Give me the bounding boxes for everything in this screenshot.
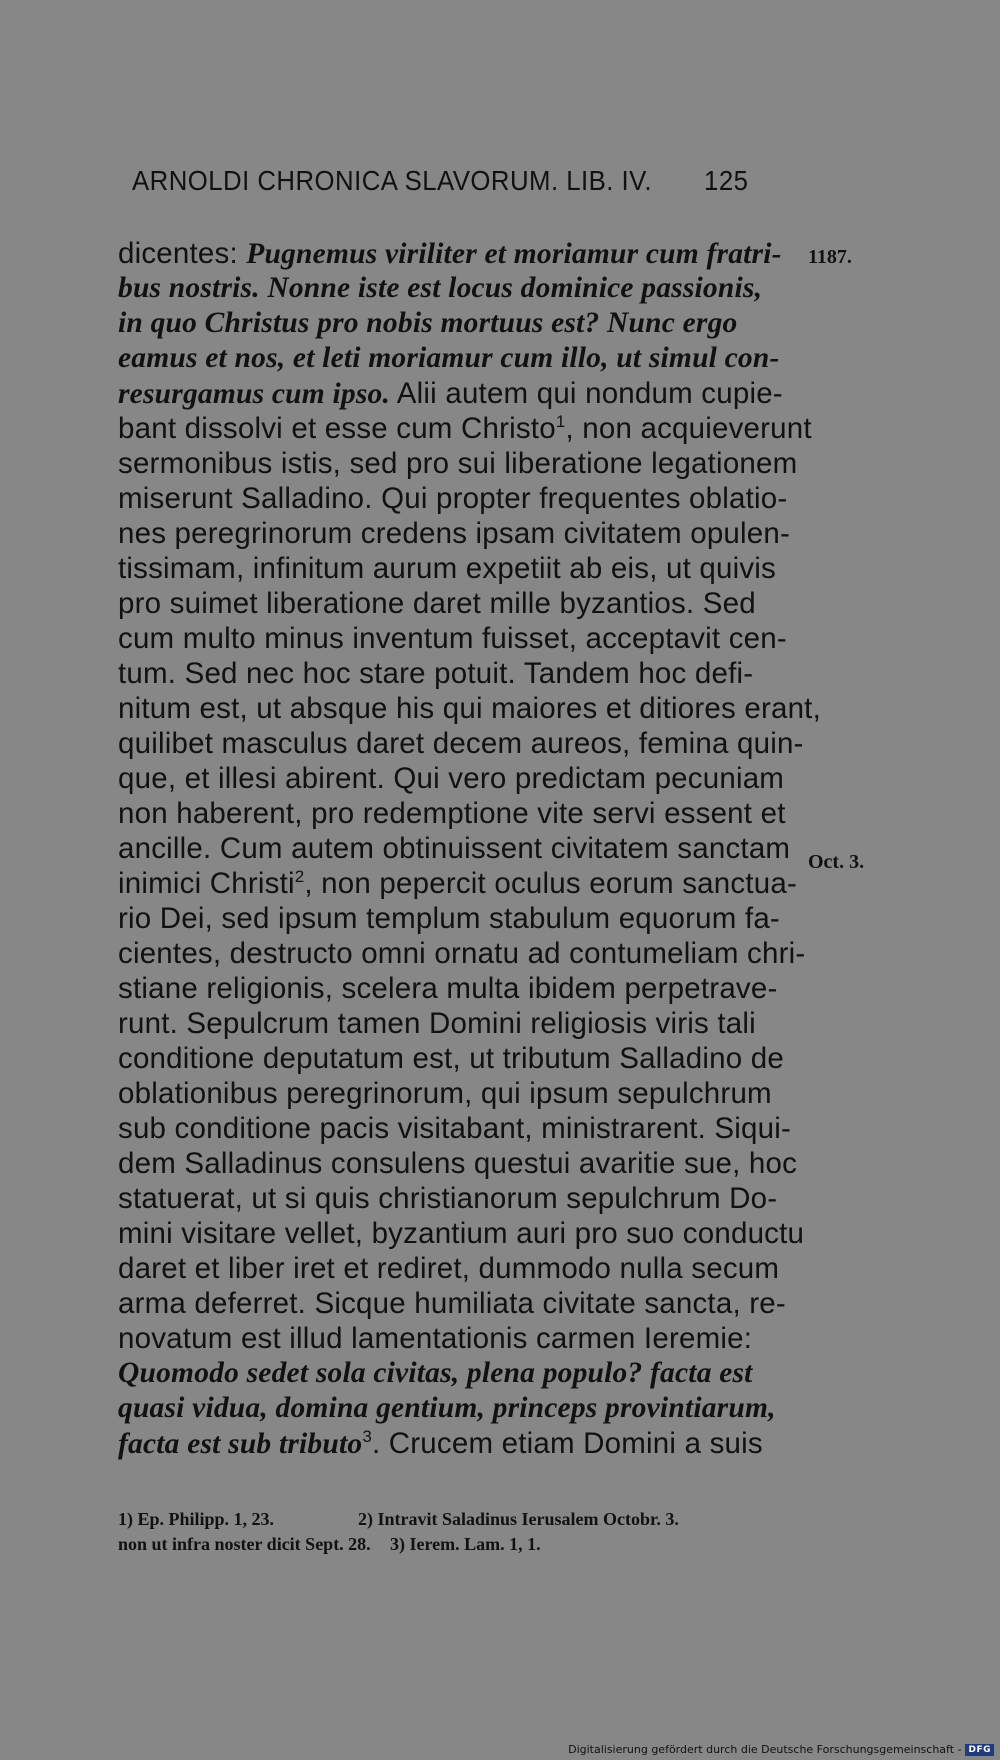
- running-title: ARNOLDI CHRONICA SLAVORUM. LIB. IV.: [132, 165, 652, 196]
- text-line: quasi vidua, domina gentium, princeps provintiarum,: [118, 1392, 776, 1424]
- footnotes: [118, 1507, 818, 1557]
- text-line: pro suimet liberatione daret mille byzantios. Sed: [118, 587, 756, 620]
- text-line: cientes, destructo omni ornatu ad contumeliam chri-: [118, 937, 806, 970]
- footnote-3: 3) Ierem. Lam. 1, 1.: [390, 1534, 541, 1554]
- text-line: inimici Christi$^2$, non pepercit oculus eorum sanctua-: [118, 867, 797, 900]
- text-line: nitum est, ut absque his qui maiores et ditiores erant,: [118, 692, 821, 725]
- text-line: statuerat, ut si quis christianorum sepulchrum Do-: [118, 1182, 778, 1215]
- text-line: daret et liber iret et rediret, dummodo nulla secum: [118, 1252, 780, 1285]
- text-line: mini visitare vellet, byzantium auri pro suo conductu: [118, 1217, 805, 1250]
- text-line: dem Salladinus consulens questui avaritie sue, hoc: [118, 1147, 798, 1180]
- footnote-ref: 1: [555, 412, 566, 431]
- text-line: conditione deputatum est, ut tributum Salladino de: [118, 1042, 784, 1075]
- text-line: que, et illesi abirent. Qui vero predictam pecuniam: [118, 762, 785, 795]
- running-head: [132, 165, 748, 197]
- text-line: sermonibus istis, sed pro sui liberatione legationem: [118, 447, 798, 480]
- dfg-logo: DFG: [965, 1744, 994, 1756]
- text-line: facta est sub tributo$^3$. Crucem etiam Domini a suis: [118, 1427, 763, 1460]
- footnote-line: [118, 1532, 818, 1557]
- text-line: quilibet masculus daret decem aureos, femina quin-: [118, 727, 804, 760]
- text-line: rio Dei, sed ipsum templum stabulum equorum fa-: [118, 902, 780, 935]
- text-line: in quo Christus pro nobis mortuus est? Nunc ergo: [118, 307, 738, 339]
- text-line: nes peregrinorum credens ipsam civitatem opulen-: [118, 517, 791, 550]
- credit-text: Digitalisierung gefördert durch die Deutsche Forschungsgemeinschaft -: [568, 1743, 962, 1756]
- text-line: tum. Sed nec hoc stare potuit. Tandem hoc defi-: [118, 657, 754, 690]
- text-line: stiane religionis, scelera multa ibidem perpetrave-: [118, 972, 778, 1005]
- footnote-line: [118, 1507, 818, 1532]
- margin-note-date: Oct. 3.: [808, 851, 865, 873]
- text-line: eamus et nos, et leti moriamur cum illo, ut simul con-: [118, 342, 780, 374]
- text-line: arma deferret. Sicque humiliata civitate sancta, re-: [118, 1287, 786, 1320]
- footnote-2-cont: non ut infra noster dicit Sept. 28.: [118, 1534, 371, 1554]
- text-line: dicentes: Pugnemus viriliter et moriamur cum fratri-: [118, 237, 782, 270]
- text-line: miserunt Salladino. Qui propter frequentes oblatio-: [118, 482, 788, 515]
- text-line: non haberent, pro redemptione vite servi essent et: [118, 797, 786, 830]
- text-line: runt. Sepulcrum tamen Domini religiosis viris tali: [118, 1007, 756, 1040]
- footnote-ref: 2: [294, 867, 305, 886]
- digitization-credit: [568, 1743, 994, 1756]
- margin-note-year: 1187.: [808, 246, 852, 268]
- text-line: cum multo minus inventum fuisset, acceptavit cen-: [118, 622, 787, 655]
- text-line: bus nostris. Nonne iste est locus dominice passionis,: [118, 272, 763, 304]
- text-line: resurgamus cum ipso. Alii autem qui nondum cupie-: [118, 377, 783, 410]
- footnote-ref: 3: [362, 1427, 372, 1446]
- footnote-2: 2) Intravit Saladinus Ierusalem Octobr. 3.: [358, 1509, 679, 1529]
- footnote-1: 1) Ep. Philipp. 1, 23.: [118, 1509, 275, 1529]
- text-line: Quomodo sedet sola civitas, plena populo? facta est: [118, 1357, 753, 1389]
- text-line: oblationibus peregrinorum, qui ipsum sepulchrum: [118, 1077, 772, 1110]
- text-line: sub conditione pacis visitabant, ministrarent. Siqui-: [118, 1112, 792, 1145]
- text-line: novatum est illud lamentationis carmen Ieremie:: [118, 1322, 753, 1355]
- text-line: ancille. Cum autem obtinuissent civitatem sanctam: [118, 832, 791, 865]
- body-text: [118, 236, 838, 1461]
- text-line: tissimam, infinitum aurum expetiit ab eis, ut quivis: [118, 552, 777, 585]
- page-number: 125: [704, 165, 749, 196]
- text-line: bant dissolvi et esse cum Christo$^1$, non acquieverunt: [118, 412, 812, 445]
